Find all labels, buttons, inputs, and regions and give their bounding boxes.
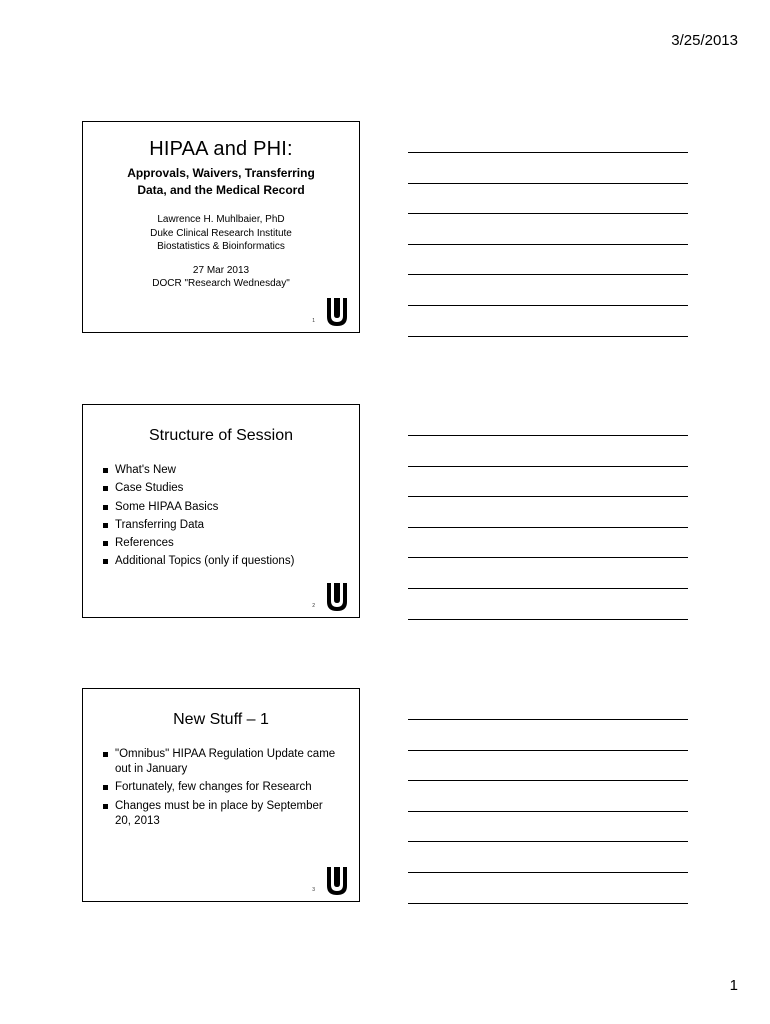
- notes-line: [408, 466, 688, 467]
- bullet-item: Some HIPAA Basics: [103, 500, 345, 515]
- slide-2: [82, 404, 360, 618]
- slide-3-bullet-list: [83, 747, 359, 829]
- slide-1-event-block: [83, 264, 359, 291]
- slide-1-affiliation-1: Duke Clinical Research Institute: [150, 227, 292, 239]
- notes-line: [408, 872, 688, 873]
- notes-line: [408, 435, 688, 436]
- bullet-item: Changes must be in place by September 20, 2013: [103, 799, 339, 829]
- notes-line: [408, 903, 688, 904]
- notes-line: [408, 183, 688, 184]
- duke-logo-icon: [325, 581, 349, 613]
- notes-line: [408, 811, 688, 812]
- slide-1-author-block: [83, 213, 359, 254]
- bullet-item: Case Studies: [103, 481, 345, 496]
- duke-logo-icon: [325, 865, 349, 897]
- slide-2-title: Structure of Session: [148, 427, 294, 444]
- slide-3-title: New Stuff – 1: [173, 711, 269, 728]
- notes-line: [408, 619, 688, 620]
- bullet-item: Additional Topics (only if questions): [103, 554, 345, 569]
- notes-line: [408, 213, 688, 214]
- slide-1-author: Lawrence H. Muhlbaier, PhD: [157, 214, 285, 225]
- slide-2-number: 2: [312, 603, 315, 609]
- notes-line: [408, 336, 688, 337]
- slide-1: [82, 121, 360, 333]
- bullet-item: Fortunately, few changes for Research: [103, 780, 339, 795]
- notes-line: [408, 557, 688, 558]
- notes-line: [408, 152, 688, 153]
- notes-line: [408, 274, 688, 275]
- notes-line: [408, 841, 688, 842]
- slide-2-bullet-list: [83, 463, 359, 569]
- slide-3-number: 3: [312, 887, 315, 893]
- notes-line: [408, 588, 688, 589]
- duke-logo-icon: [325, 296, 349, 328]
- notes-line: [408, 244, 688, 245]
- page-date: 3/25/2013: [671, 32, 738, 49]
- slide-1-subtitle: [83, 165, 359, 199]
- slide-1-number: 1: [312, 318, 315, 324]
- bullet-item: What's New: [103, 463, 345, 478]
- slide-1-event: DOCR "Research Wednesday": [152, 278, 290, 289]
- slide-1-date: 27 Mar 2013: [192, 264, 250, 276]
- notes-line: [408, 780, 688, 781]
- slide-1-subtitle-line-1: Approvals, Waivers, Transferring: [127, 166, 315, 180]
- bullet-item: Transferring Data: [103, 518, 345, 533]
- notes-line: [408, 496, 688, 497]
- bullet-item: "Omnibus" HIPAA Regulation Update came out in January: [103, 747, 339, 777]
- slide-1-affiliation-2: Biostatistics & Bioinformatics: [157, 241, 285, 252]
- bullet-item: References: [103, 536, 345, 551]
- notes-line: [408, 527, 688, 528]
- notes-line: [408, 750, 688, 751]
- slide-1-title: HIPAA and PHI:: [149, 138, 293, 160]
- notes-line: [408, 719, 688, 720]
- slide-3: [82, 688, 360, 902]
- page-number: 1: [729, 977, 738, 994]
- notes-line: [408, 305, 688, 306]
- slide-1-subtitle-line-2: Data, and the Medical Record: [137, 183, 305, 197]
